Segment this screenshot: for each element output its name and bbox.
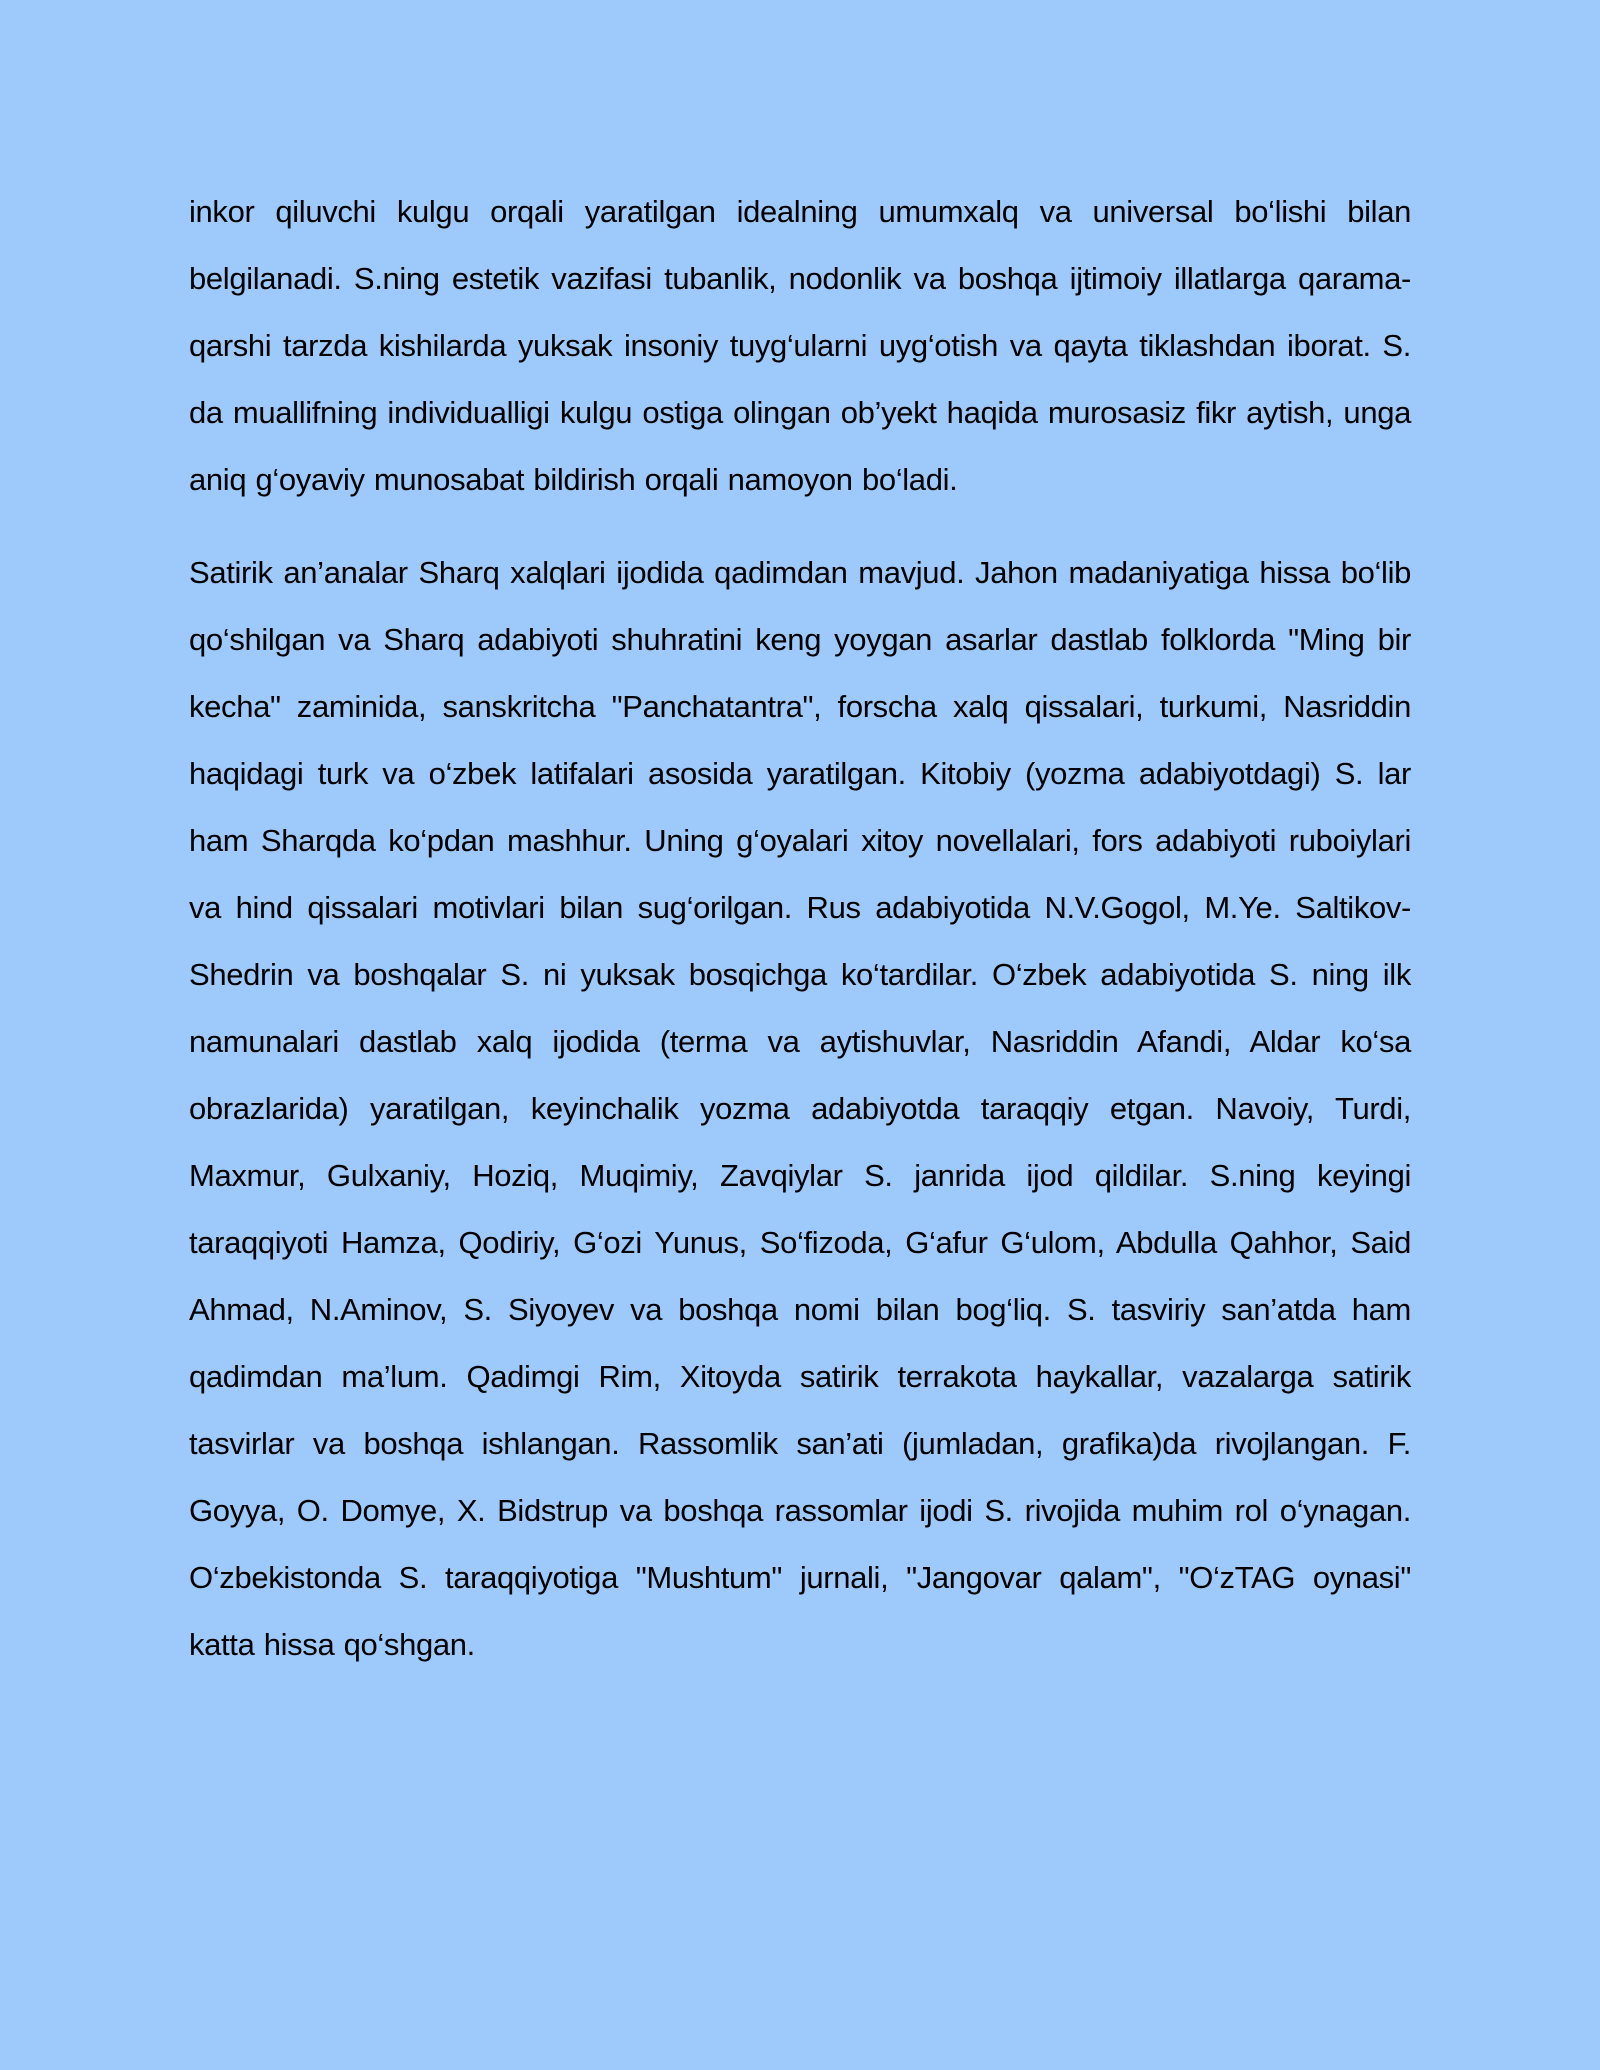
- paragraph-1: inkor qiluvchi kulgu orqali yaratilgan idealning umumxalq va universal bo‘lishi bilan belgilanadi. S.ning estetik vazifasi tubanlik, nodonlik va boshqa ijtimoiy illatlarga qarama-qarshi tarzda kishilarda yuksak insoniy tuyg‘ularni uyg‘otish va qayta tiklashdan iborat. S. da muallifning individualligi kulgu ostiga olingan ob’yekt haqida murosasiz fikr aytish, unga aniq g‘oyaviy munosabat bildirish orqali namoyon bo‘ladi.: [189, 194, 1411, 497]
- paragraph-2: Satirik an’analar Sharq xalqlari ijodida qadimdan mavjud. Jahon madaniyatiga hissa bo‘lib qo‘shilgan va Sharq adabiyoti shuhratini keng yoygan asarlar dastlab folklorda "Ming bir kecha" zaminida, sanskritcha "Panchatantra", forscha xalq qissalari, turkumi, Nasriddin haqidagi turk va o‘zbek latifalari asosida yaratilgan. Kitobiy (yozma adabiyotdagi) S. lar ham Sharqda ko‘pdan mashhur. Uning g‘oyalari xitoy novellalari, fors adabiyoti ruboiylari va hind qissalari motivlari bilan sug‘orilgan. Rus adabiyotida N.V.Gogol, M.Ye. Saltikov-Shedrin va boshqalar S. ni yuksak bosqichga ko‘tardilar. O‘zbek adabiyotida S. ning ilk namunalari dastlab xalq ijodida (terma va aytishuvlar, Nasriddin Afandi, Aldar ko‘sa obrazlarida) yaratilgan, keyinchalik yozma adabiyotda taraqqiy etgan. Navoiy, Turdi, Maxmur, Gulxaniy, Hoziq, Muqimiy, Zavqiylar S. janrida ijod qildilar. S.ning keyingi taraqqiyoti Hamza, Qodiriy, G‘ozi Yunus, So‘fizoda, G‘afur G‘ulom, Abdulla Qahhor, Said Ahmad, N.Aminov, S. Siyoyev va boshqa nomi bilan bog‘liq. S. tasviriy san’atda ham qadimdan ma’lum. Qadimgi Rim, Xitoyda satirik terrakota haykallar, vazalarga satirik tasvirlar va boshqa ishlangan. Rassomlik san’ati (jumladan, grafika)da rivojlangan. F. Goyya, O. Domye, X. Bidstrup va boshqa rassomlar ijodi S. rivojida muhim rol o‘ynagan. O‘zbekistonda S. taraqqiyotiga "Mushtum" jurnali, "Jangovar qalam", "O‘zTAG oynasi" katta hissa qo‘shgan.: [189, 555, 1411, 1662]
- document-body: [189, 178, 1411, 1678]
